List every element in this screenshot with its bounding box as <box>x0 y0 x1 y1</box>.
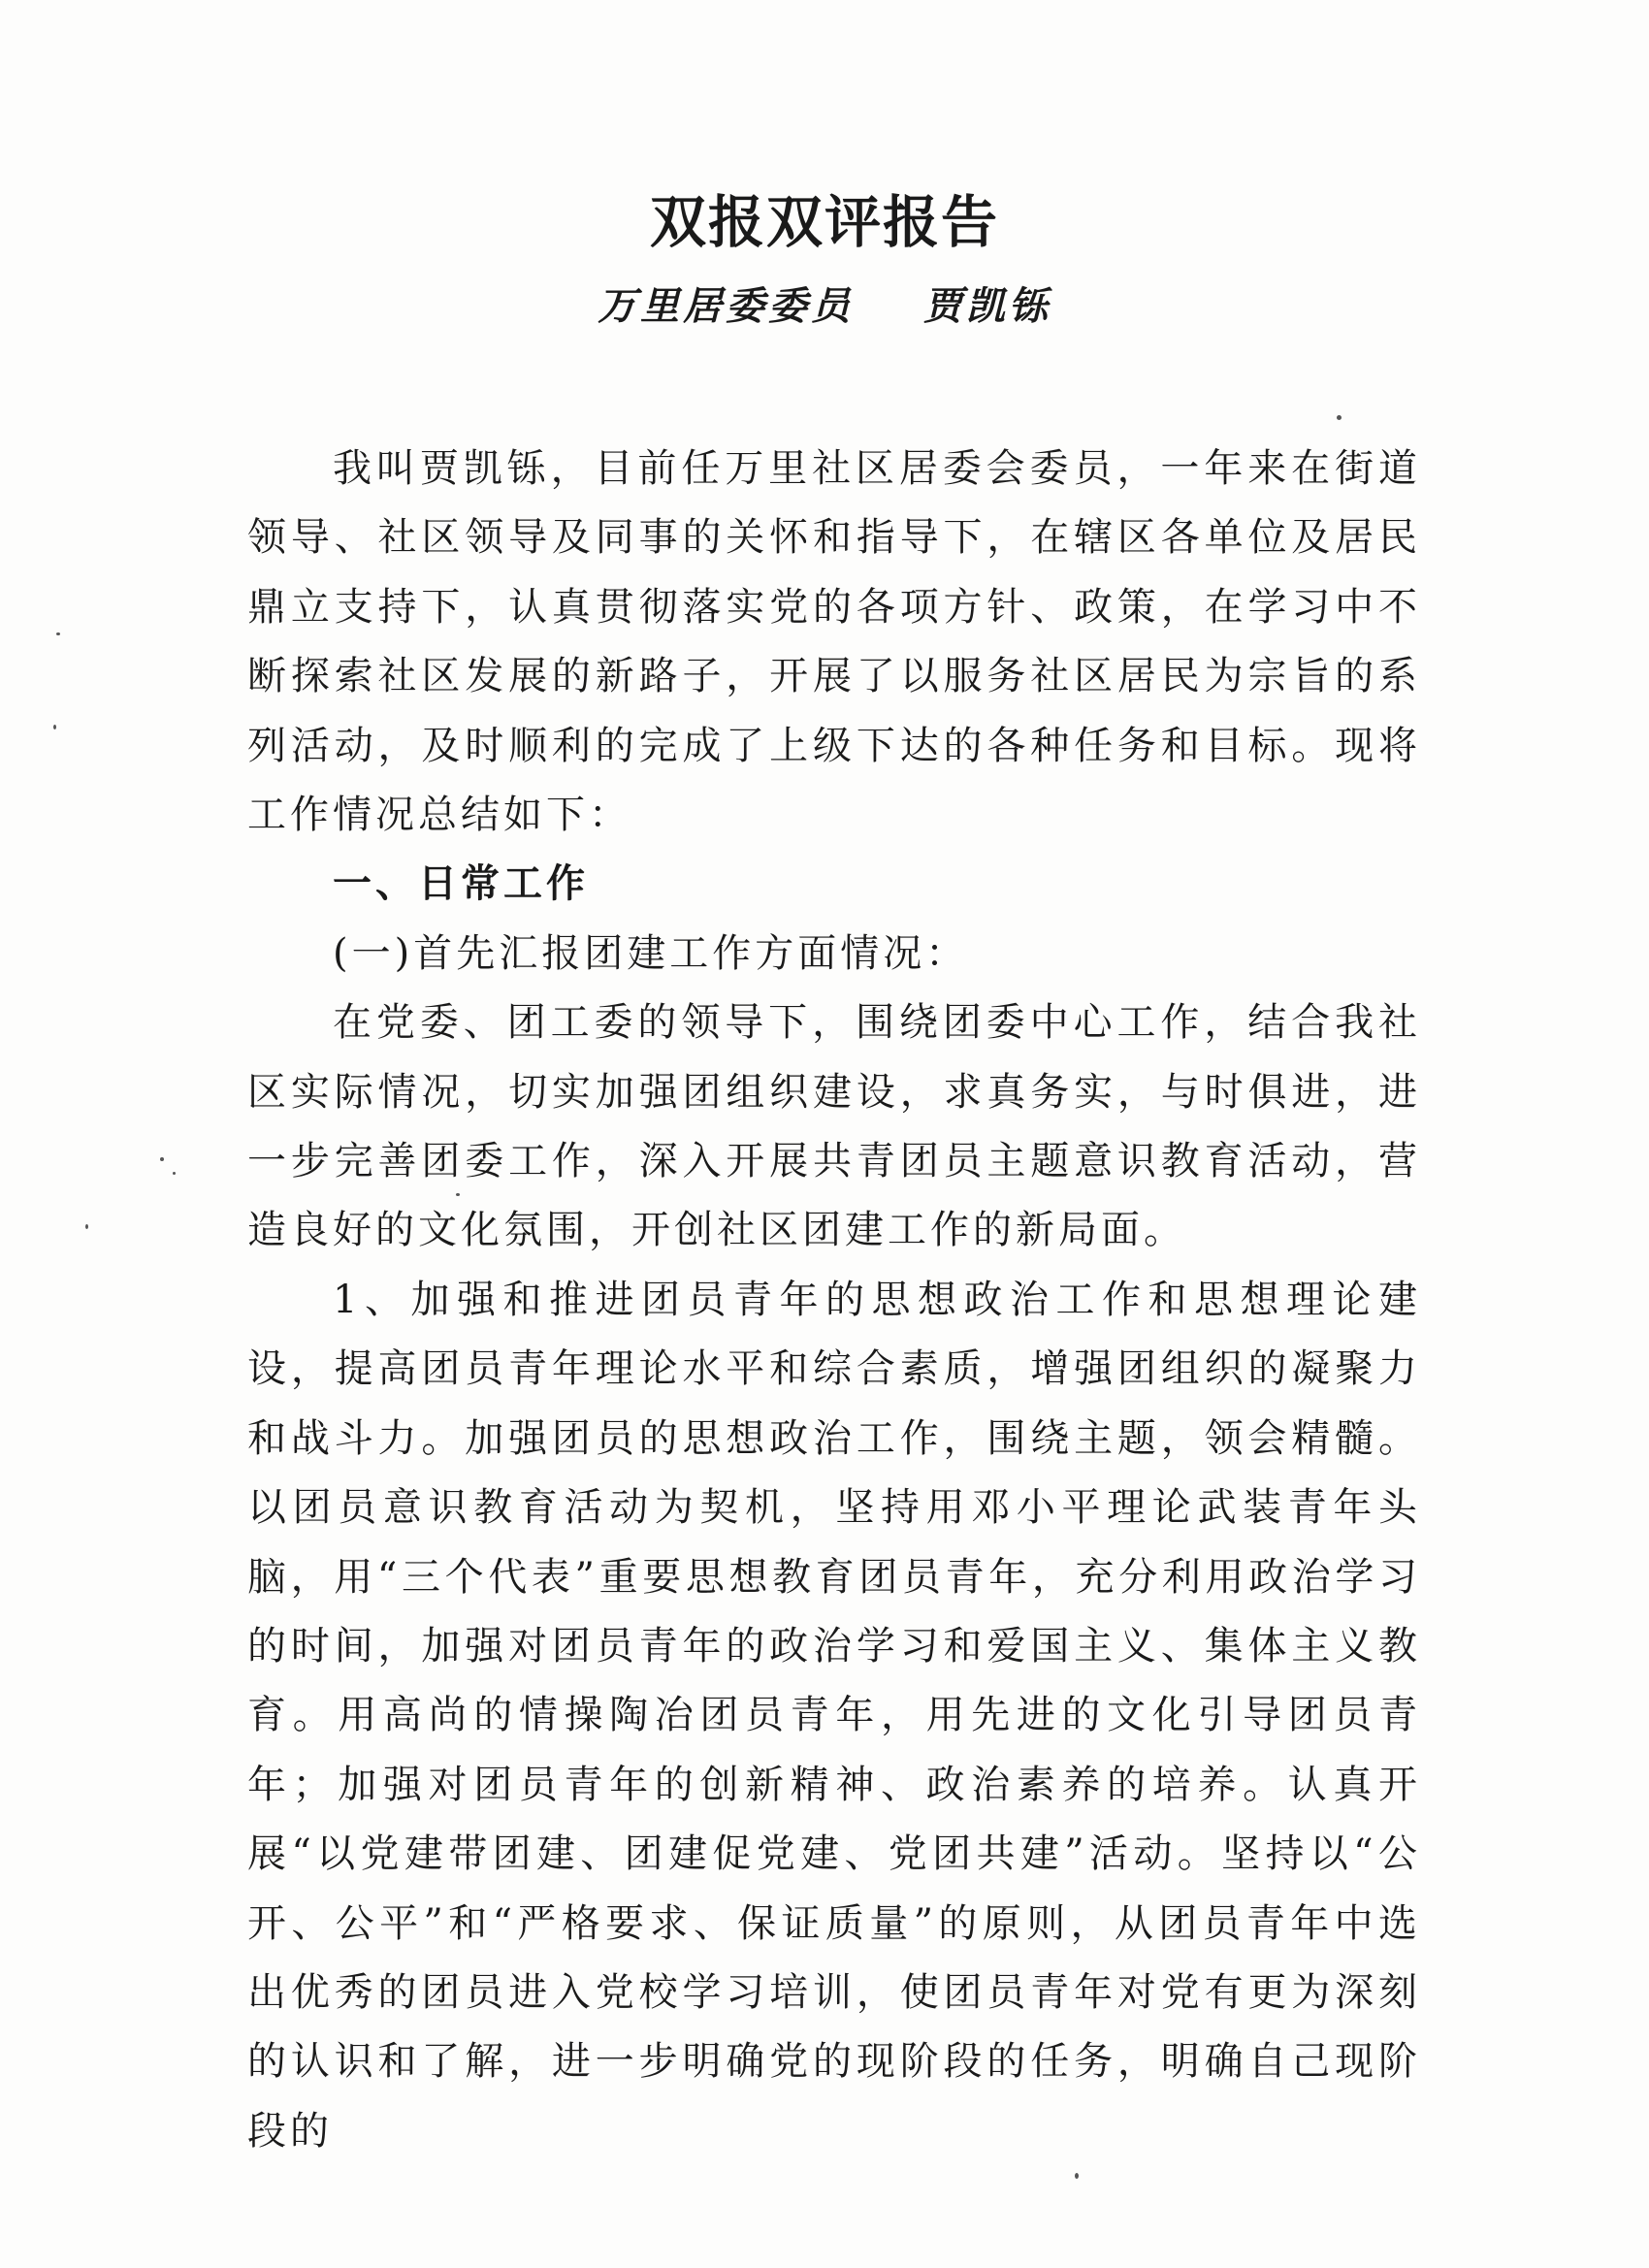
paragraph-league-overview: 在党委、团工委的领导下，围绕团委中心工作，结合我社区实际情况，切实加强团组织建设，求真务实，与时俱进，进一步完善团委工作，深入开展共青团员主题意识教育活动，营造良好的文化氛围，开创社区团建工作的新局面。 <box>247 1000 1421 1253</box>
scan-speck <box>456 1193 460 1196</box>
scan-speck <box>53 725 56 729</box>
paragraph-item-1: 1、加强和推进团员青年的思想政治工作和思想理论建设，提高团员青年理论水平和综合素质，增强团组织的凝聚力和战斗力。加强团员的思想政治工作，围绕主题，领会精髓。以团员意识教育活动为契机，坚持用邓小平理论武装青年头脑，用“三个代表”重要思想教育团员青年，充分利用政治学习的时间，加强对团员青年的政治学习和爱国主义、集体主义教育。用高尚的情操陶冶团员青年，用先进的文化引导团员青年；加强对团员青年的创新精神、政治素养的培养。认真开展“以党建带团建、团建促党建、党团共建”活动。坚持以“公开、公平”和“严格要求、保证质量”的原则，从团员青年中选出优秀的团员进入党校学习培训，使团员青年对党有更为深刻的认识和了解，进一步明确党的现阶段的任务，明确自己现阶段的 <box>247 1277 1421 2154</box>
scan-speck <box>56 632 60 635</box>
document-title: 双报双评报告 <box>649 189 999 255</box>
scan-speck <box>85 1224 88 1229</box>
section-heading-daily-work: 一、日常工作 <box>333 861 589 907</box>
document-body <box>247 435 1421 2166</box>
scan-speck <box>160 1157 164 1161</box>
scan-speck <box>173 1172 176 1175</box>
scan-speck <box>1075 2173 1079 2179</box>
paragraph-intro: 我叫贾凯铄，目前任万里社区居委会委员，一年来在街道领导、社区领导及同事的关怀和指导下，在辖区各单位及居民鼎立支持下，认真贯彻落实党的各项方针、政策，在学习中不断探索社区发展的新路子，开展了以服务社区居民为宗旨的系列活动，及时顺利的完成了上级下达的各种任务和目标。现将工作情况总结如下： <box>247 446 1421 838</box>
document-subtitle-author: 万里居委委员 贾凯铄 <box>598 283 1051 329</box>
subsection-heading-league-building: (一)首先汇报团建工作方面情况： <box>333 930 969 976</box>
scan-speck <box>1337 415 1342 420</box>
